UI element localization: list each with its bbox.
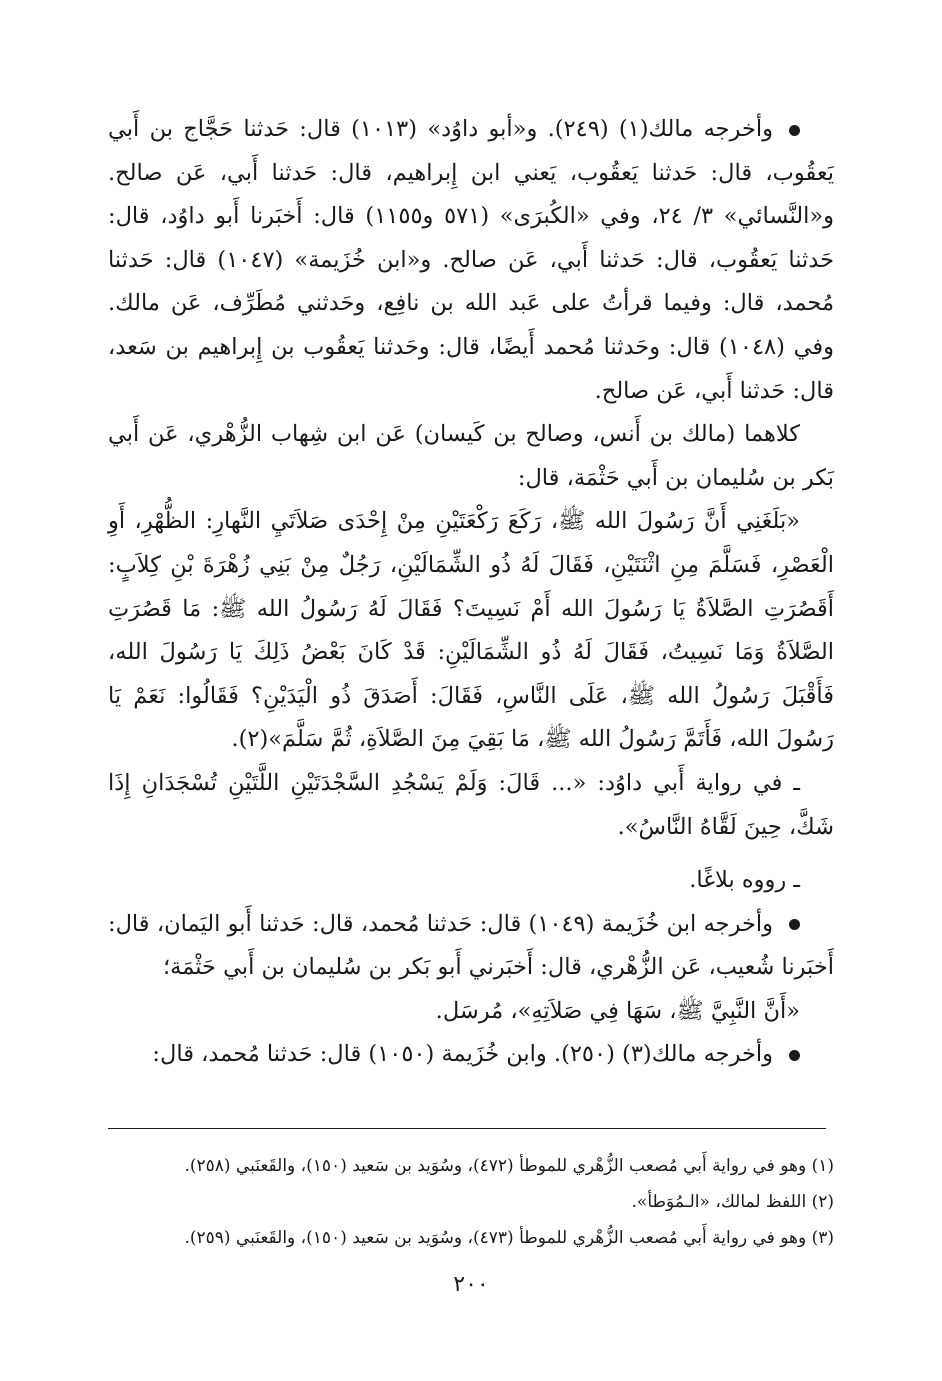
paragraph-8 bbox=[108, 1033, 834, 1077]
paragraph-2: كلاهما (مالك بن أَنس، وصالح بن كَيسان) عَن ابن شِهاب الزُّهْري، عَن أَبي بَكر بن سُليمان بن أَبي حَثْمَة، قال: bbox=[108, 421, 834, 491]
paragraph-6 bbox=[108, 903, 834, 990]
footnote-1: (١) وهو في رواية أَبي مُصعب الزُّهْري للموطأ (٤٧٢)، وسُوَيد بن سَعيد (١٥٠)، والقَعنَبي (٢٥٨). bbox=[184, 1156, 834, 1176]
footnote-divider bbox=[108, 1128, 826, 1129]
paragraph-6-text: وأخرجه ابن خُزَيمة (١٠٤٩) قال: حَدثنا مُحمد، قال: حَدثنا أَبو اليَمان، قال: أَخبَرنا شُعيب، عَن الزُّهْري، قال: أَخبَرني أَبو بَكر بن سُليمان بن أَبي حَثْمَة؛ bbox=[108, 910, 834, 981]
quote-mursal: «أَنَّ النَّبِيَّ ﷺ، سَهَا فِي صَلاَتِهِ»، مُرسَل. bbox=[435, 997, 800, 1024]
transmission-note: ـ رووه بلاغًا. bbox=[689, 867, 800, 894]
main-text bbox=[108, 108, 834, 1077]
page-number: ٢٠٠ bbox=[453, 1272, 489, 1297]
variant-note: ـ في رواية أَبي داوُد: «... قَالَ: وَلَمْ يَسْجُدِ السَّجْدَتَيْنِ اللَّتَيْنِ تُسْجَدَانِ إِذَا شَكَّ، حِينَ لَقَّاهُ النَّاسُ». bbox=[108, 769, 834, 840]
paragraph-1 bbox=[108, 108, 834, 413]
footnote-2: (٢) اللفظ لمالك، «الـمُوَطأ». bbox=[631, 1192, 834, 1212]
footnotes bbox=[108, 1148, 834, 1256]
bullet-icon bbox=[789, 919, 800, 930]
hadith-text: «بَلَغَنِي أَنَّ رَسُولَ الله ﷺ، رَكَعَ رَكْعَتَيْنِ مِنْ إِحْدَى صَلاَتَيِ النَّهارِ: الظُّهْرِ، أَوِ الْعَصْرِ، فَسَلَّمَ مِنِ اثْنَتَيْنِ، فَقَالَ لَهُ ذُو الشِّمَالَيْنِ، رَجُلٌ مِنْ بَنِي زُهْرَةَ بْنِ كِلاَبٍ: أَقَصُرَتِ الصَّلاَةُ يَا رَسُولَ الله أَمْ نَسِيتَ؟ فَقَالَ لَهُ رَسُولُ الله ﷺ: مَا قَصُرَتِ الصَّلاَةُ وَمَا نَسِيتُ، فَقَالَ لَهُ ذُو الشِّمَالَيْنِ: قَدْ كَانَ بَعْضُ ذَلِكَ يَا رَسُولَ الله، فَأَقْبَلَ رَسُولُ الله ﷺ، عَلَى النَّاسِ، فَقَالَ: أَصَدَقَ ذُو الْيَدَيْنِ؟ فَقَالُوا: نَعَمْ يَا رَسُولَ الله، فَأَتَمَّ رَسُولُ الله ﷺ، مَا بَقِيَ مِنَ الصَّلاَةِ، ثُمَّ سَلَّمَ»(٢). bbox=[108, 508, 834, 753]
paragraph-8-text: وأخرجه مالك(٣) (٢٥٠). وابن خُزَيمة (١٠٥٠) قال: حَدثنا مُحمد، قال: bbox=[152, 1041, 773, 1068]
bullet-icon bbox=[789, 125, 800, 136]
paragraph-1-text: وأخرجه مالك(١) (٢٤٩). و«أبو داوُد» (١٠١٣) قال: حَدثنا حَجَّاج بن أَبي يَعقُوب، قال: حَدثنا يَعقُوب، يَعني ابن إِبراهيم، قال: حَدثنا أَبي، عَن صالح. و«النَّسائي» ٣/ ٢٤، وفي «الكُبرَى» (٥٧١ و١١٥٥) قال: أَخبَرنا أَبو داوُد، قال: حَدثنا يَعقُوب، قال: حَدثنا أَبي، عَن صالح. و«ابن خُزَيمة» (١٠٤٧) قال: حَدثنا مُحمد، قال: وفيما قرأتُ على عَبد الله بن نافِع، وحَدثني مُطَرِّف، عَن مالك. وفي (١٠٤٨) قال: وحَدثنا مُحمد أَيضًا، قال: وحَدثنا يَعقُوب بن إِبراهيم بن سَعد، قال: حَدثنا أَبي، عَن صالح. bbox=[108, 116, 835, 404]
bullet-icon bbox=[789, 1050, 800, 1061]
footnote-3: (٣) وهو في رواية أَبي مُصعب الزُّهْري للموطأ (٤٧٣)، وسُوَيد بن سَعيد (١٥٠)، والقَعنَبي (٢٥٩). bbox=[184, 1228, 834, 1248]
